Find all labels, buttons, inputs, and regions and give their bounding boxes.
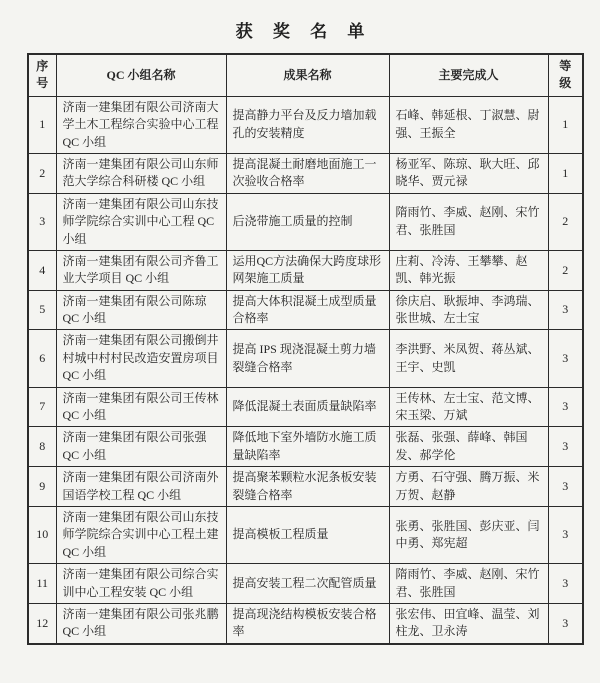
table-row: [28, 467, 583, 507]
cell-grade: 2: [548, 250, 583, 290]
header-cell-achievement: 成果名称: [226, 54, 389, 96]
cell-grade: 1: [548, 96, 583, 153]
cell-grade: 3: [548, 290, 583, 330]
cell-no: 10: [28, 506, 56, 563]
cell-members: 张宏伟、田宜峰、温莹、刘柱龙、卫永涛: [389, 603, 548, 643]
table-row: [28, 153, 583, 193]
cell-group: 济南一建集团有限公司齐鲁工业大学项目 QC 小组: [56, 250, 226, 290]
cell-achievement: 提高静力平台及反力墙加载孔的安装精度: [226, 96, 389, 153]
cell-members: 张磊、张强、薛峰、韩国发、郝学伦: [389, 427, 548, 467]
cell-achievement: 运用QC方法确保大跨度球形网架施工质量: [226, 250, 389, 290]
cell-achievement: 提高大体积混凝土成型质量合格率: [226, 290, 389, 330]
cell-achievement: 后浇带施工质量的控制: [226, 193, 389, 250]
cell-achievement: 提高聚苯颗粒水泥条板安装裂缝合格率: [226, 467, 389, 507]
cell-grade: 1: [548, 153, 583, 193]
cell-no: 7: [28, 387, 56, 427]
table-row: [28, 506, 583, 563]
cell-no: 9: [28, 467, 56, 507]
cell-grade: 3: [548, 603, 583, 643]
table-row: [28, 290, 583, 330]
cell-no: 6: [28, 330, 56, 387]
cell-group: 济南一建集团有限公司张强 QC 小组: [56, 427, 226, 467]
cell-group: 济南一建集团有限公司陈琼 QC 小组: [56, 290, 226, 330]
cell-group: 济南一建集团有限公司山东技师学院综合实训中心工程土建 QC 小组: [56, 506, 226, 563]
cell-members: 庄莉、冷涛、王攀攀、赵凯、韩光振: [389, 250, 548, 290]
cell-achievement: 提高安装工程二次配管质量: [226, 564, 389, 604]
header-cell-group: QC 小组名称: [56, 54, 226, 96]
table-row: [28, 330, 583, 387]
cell-group: 济南一建集团有限公司山东师范大学综合科研楼 QC 小组: [56, 153, 226, 193]
cell-members: 方勇、石守强、腾万振、米万贺、赵静: [389, 467, 548, 507]
cell-grade: 2: [548, 193, 583, 250]
header-cell-no: 序号: [28, 54, 56, 96]
cell-grade: 3: [548, 387, 583, 427]
table-row: [28, 250, 583, 290]
cell-group: 济南一建集团有限公司综合实训中心工程安装 QC 小组: [56, 564, 226, 604]
cell-achievement: 降低地下室外墙防水施工质量缺陷率: [226, 427, 389, 467]
cell-members: 张勇、张胜国、彭庆亚、闫中勇、郑宪超: [389, 506, 548, 563]
cell-no: 12: [28, 603, 56, 643]
table-row: [28, 427, 583, 467]
cell-no: 8: [28, 427, 56, 467]
cell-group: 济南一建集团有限公司搬倒井村城中村村民改造安置房项目 QC 小组: [56, 330, 226, 387]
cell-grade: 3: [548, 506, 583, 563]
header-cell-members: 主要完成人: [389, 54, 548, 96]
cell-group: 济南一建集团有限公司张兆鹏 QC 小组: [56, 603, 226, 643]
cell-group: 济南一建集团有限公司济南大学土木工程综合实验中心工程 QC 小组: [56, 96, 226, 153]
table-row: [28, 603, 583, 643]
award-table: [27, 53, 584, 645]
table-header-row: [28, 54, 583, 96]
cell-group: 济南一建集团有限公司山东技师学院综合实训中心工程 QC 小组: [56, 193, 226, 250]
cell-no: 5: [28, 290, 56, 330]
cell-members: 隋雨竹、李威、赵刚、宋竹君、张胜国: [389, 564, 548, 604]
cell-achievement: 提高 IPS 现浇混凝土剪力墙裂缝合格率: [226, 330, 389, 387]
cell-members: 石峰、韩延根、丁淑慧、尉强、王振全: [389, 96, 548, 153]
header-cell-grade: 等级: [548, 54, 583, 96]
cell-no: 11: [28, 564, 56, 604]
table-row: [28, 193, 583, 250]
cell-no: 3: [28, 193, 56, 250]
cell-grade: 3: [548, 427, 583, 467]
cell-group: 济南一建集团有限公司济南外国语学校工程 QC 小组: [56, 467, 226, 507]
table-row: [28, 564, 583, 604]
cell-no: 1: [28, 96, 56, 153]
cell-achievement: 提高模板工程质量: [226, 506, 389, 563]
table-row: [28, 96, 583, 153]
cell-no: 2: [28, 153, 56, 193]
cell-achievement: 降低混凝土表面质量缺陷率: [226, 387, 389, 427]
cell-no: 4: [28, 250, 56, 290]
page-title: 获 奖 名 单: [235, 22, 373, 41]
cell-members: 王传林、左士宝、范文博、宋玉梁、万斌: [389, 387, 548, 427]
cell-members: 李洪野、米凤贺、蒋丛斌、王宇、史凯: [389, 330, 548, 387]
cell-achievement: 提高混凝土耐磨地面施工一次验收合格率: [226, 153, 389, 193]
cell-members: 杨亚军、陈琼、耿大旺、邱晓华、贾元禄: [389, 153, 548, 193]
cell-grade: 3: [548, 564, 583, 604]
cell-achievement: 提高现浇结构模板安装合格率: [226, 603, 389, 643]
cell-grade: 3: [548, 467, 583, 507]
cell-members: 徐庆启、耿振坤、李鸿瑞、张世城、左士宝: [389, 290, 548, 330]
cell-members: 隋雨竹、李威、赵刚、宋竹君、张胜国: [389, 193, 548, 250]
cell-grade: 3: [548, 330, 583, 387]
cell-group: 济南一建集团有限公司王传林 QC 小组: [56, 387, 226, 427]
table-row: [28, 387, 583, 427]
